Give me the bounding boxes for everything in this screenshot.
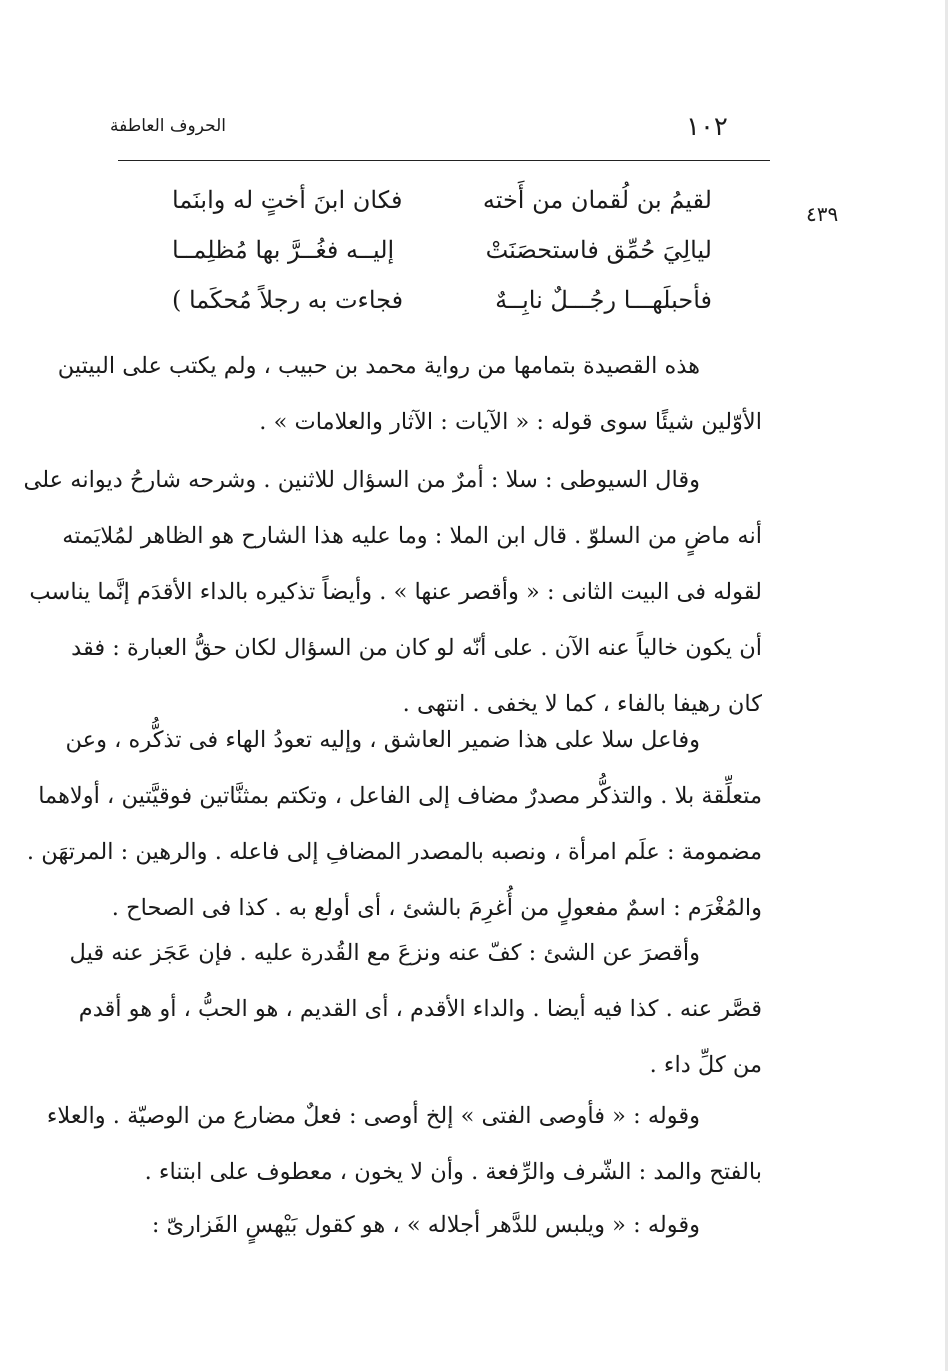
paragraph <box>46 1088 762 1200</box>
text-line: كان رهيفا بالفاء ، كما لا يخفى . انتهى . <box>402 691 762 717</box>
text-line: والمُغْرَم : اسمٌ مفعولٍ من أُغرِمَ بالشئ ، أى أولع به . كذا فى الصحاح . <box>111 895 762 921</box>
text-line: من كلِّ داء . <box>649 1052 762 1078</box>
running-title: الحروف العاطفة <box>110 116 227 136</box>
text-line: متعلِّقة بلا . والتذكُّر مصدرٌ مضاف إلى الفاعل ، وتكتم بمثنَّاتين فوقيَّتين ، أولاهما <box>38 783 762 809</box>
page-number: ١٠٢ <box>686 112 728 142</box>
paragraph <box>69 925 762 1093</box>
verse-left-hemistich: فجاءت به رجلاً مُحكَما ) <box>172 286 404 314</box>
text-line: وفاعل سلا على هذا ضمير العاشق ، وإليه تعودُ الهاء فى تذكُّره ، وعن <box>65 727 700 753</box>
verse-line <box>160 286 760 332</box>
text-line: أنه ماضٍ من السلوّ . قال ابن الملا : وما عليه هذا الشارح هو الظاهر لمُلايَمته <box>62 523 762 549</box>
verse-line <box>160 186 760 232</box>
text-line: مضمومة : علَم امرأة ، ونصبه بالمصدر المضافِ إلى فاعله . والرهين : المرتهَن . <box>26 839 762 865</box>
text-line: وأقصرَ عن الشئ : كفّ عنه ونزعَ مع القُدرة عليه . فإن عَجَز عنه قيل <box>69 940 700 966</box>
verse-right-hemistich: لقيمُ بن لُقمان من أَخته <box>482 186 712 214</box>
paragraph <box>23 452 762 732</box>
verse-right-hemistich: ليالِيَ حُمِّق فاستحصَنَتْ <box>485 236 712 264</box>
text-line: الأوّلين شيئًا سوى قوله : « الآيات : الآثار والعلامات » . <box>259 409 762 435</box>
margin-number: ٤٣٩ <box>806 202 839 226</box>
verse-left-hemistich: إليــه فغُــرَّ بها مُظلِمــا <box>172 236 395 264</box>
text-line: وقوله : « فأوصى الفتى » إلخ أوصى : فعلٌ مضارع من الوصيّة . والعلاء <box>46 1103 700 1129</box>
text-line: وقوله : « ويلبس للدَّهر أجلاله » ، هو كقول بَيْهسٍ الفَزارىّ : <box>151 1212 700 1238</box>
verse-right-hemistich: فأحبلَهـــا رجُـــلٌ نابِــهٌ <box>495 286 712 314</box>
text-line: بالفتح والمد : الشّرف والرِّفعة . وأن لا يخون ، معطوف على ابتناء . <box>144 1159 762 1185</box>
text-line: لقوله فى البيت الثانى : « وأقصر عنها » . وأيضاً تذكيره بالداء الأقدَم إنَّما يناسب <box>29 579 762 605</box>
text-line: أن يكون خالياً عنه الآن . على أنّه لو كان من السؤال لكان حقُّ العبارة : فقد <box>71 635 762 661</box>
verse-left-hemistich: فكان ابنَ أختٍ له وابنَما <box>172 186 403 214</box>
paragraph <box>110 1197 762 1253</box>
text-line: هذه القصيدة بتمامها من رواية محمد بن حبيب ، ولم يكتب على البيتين <box>57 353 700 379</box>
paragraph <box>57 338 762 450</box>
text-line: قصَّر عنه . كذا فيه أيضا . والداء الأقدم ، أى القديم ، هو الحبُّ ، أو هو أقدم <box>78 996 762 1022</box>
header-rule <box>118 160 770 161</box>
paragraph <box>26 712 762 936</box>
verse-line <box>160 236 760 282</box>
text-line: وقال السيوطى : سلا : أمرٌ من السؤال للاثنين . وشرحه شارحُ ديوانه على <box>23 467 700 493</box>
